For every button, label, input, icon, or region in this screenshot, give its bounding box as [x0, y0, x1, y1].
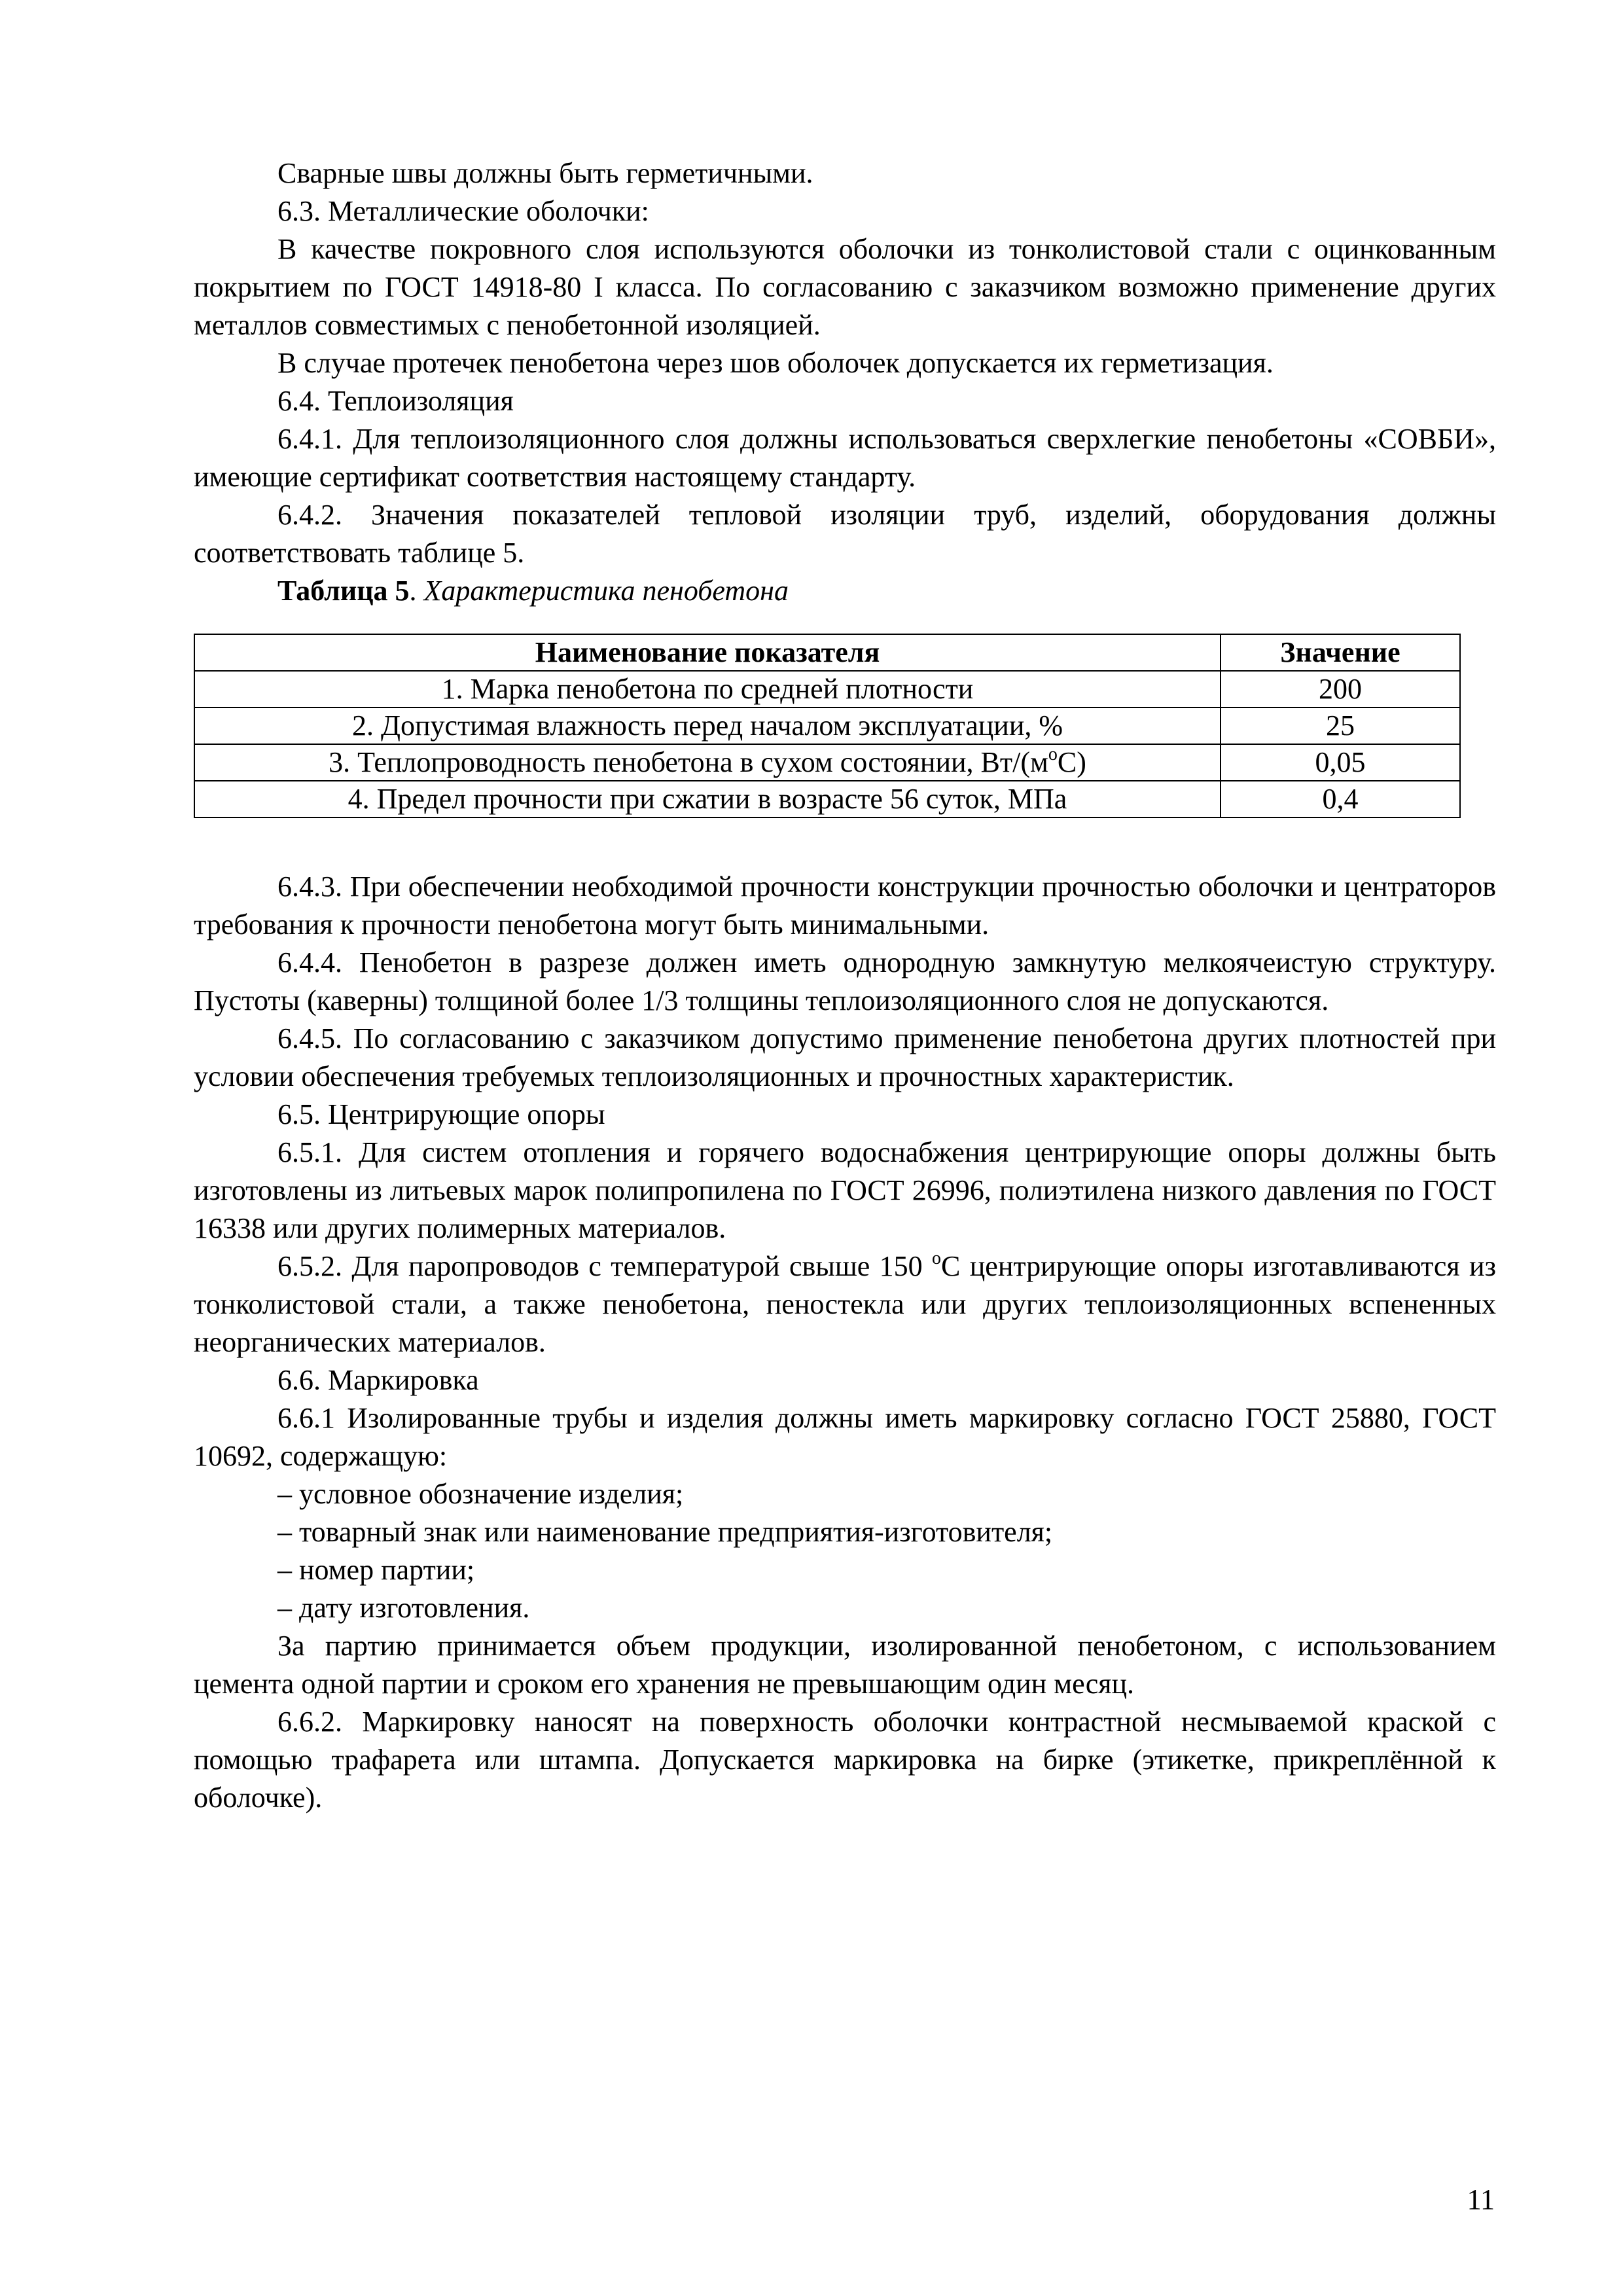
paragraph: 6.4.1. Для теплоизоляционного слоя должны использоваться сверхлегкие пенобетоны «СОВБИ», имеющие сертификат соответствия настоящему стандарту. [194, 423, 1496, 493]
row-value: 0,05 [1221, 744, 1460, 781]
paragraph-text: С центрирующие опоры изготавливаются из тонколистовой стали, а также пенобетона, пеностекла или других теплоизоляционных вспененных неорганических материалов. [194, 1250, 1496, 1358]
row-name [194, 744, 1221, 781]
page-content [194, 154, 1496, 1817]
paragraph: 6.4. Теплоизоляция [277, 385, 514, 417]
paragraph: – товарный знак или наименование предприятия-изготовителя; [277, 1516, 1053, 1548]
row-value: 25 [1221, 708, 1460, 744]
paragraph: 6.6. Маркировка [277, 1364, 479, 1396]
row-name: 4. Предел прочности при сжатии в возрасте 56 суток, МПа [194, 781, 1221, 817]
paragraph: За партию принимается объем продукции, изолированной пенобетоном, с использованием цемента одной партии и сроком его хранения не превышающим один месяц. [194, 1630, 1496, 1700]
paragraph: – дату изготовления. [277, 1592, 530, 1624]
degree-superscript: о [932, 1248, 942, 1268]
page-number: 11 [1467, 2183, 1495, 2215]
row-name: 2. Допустимая влажность перед началом эксплуатации, % [194, 708, 1221, 744]
paragraph: 6.4.5. По согласованию с заказчиком допустимо применение пенобетона других плотностей при условии обеспечения требуемых теплоизоляционных и прочностных характеристик. [194, 1022, 1496, 1092]
properties-table [194, 634, 1461, 818]
table-row [194, 708, 1460, 744]
paragraphs-bottom-b [194, 1361, 1496, 1817]
paragraph: 6.5.1. Для систем отопления и горячего водоснабжения центрирующие опоры должны быть изготовлены из литьевых марок полипропилена по ГОСТ 26996, полиэтилена низкого давления по ГОСТ 16338 или других полимерных материалов. [194, 1136, 1496, 1244]
paragraph: В качестве покровного слоя используются оболочки из тонколистовой стали с оцинкованным покрытием по ГОСТ 14918-80 I класса. По согласованию с заказчиком возможно применение других металлов совместимых с пенобетонной изоляцией. [194, 233, 1496, 341]
row-name: 1. Марка пенобетона по средней плотности [194, 671, 1221, 708]
paragraph: 6.4.4. Пенобетон в разрезе должен иметь однородную замкнутую мелкоячеистую структуру. Пустоты (каверны) толщиной более 1/3 толщины теплоизоляционного слоя не допускаются. [194, 946, 1496, 1016]
table-row [194, 744, 1460, 781]
table-caption-separator: . [409, 575, 424, 607]
row-value: 200 [1221, 671, 1460, 708]
row-name-unit: С) [1057, 746, 1086, 778]
paragraph: 6.4.2. Значения показателей тепловой изоляции труб, изделий, оборудования должны соответствовать таблице 5. [194, 499, 1496, 569]
table-caption [194, 572, 1496, 610]
paragraph: 6.6.2. Маркировку наносят на поверхность оболочки контрастной несмываемой краской с помощью трафарета или штампа. Допускается маркировка на бирке (этикетке, прикреплённой к оболочке). [194, 1706, 1496, 1814]
paragraph-6-5-2 [194, 1247, 1496, 1361]
paragraph: Сварные швы должны быть герметичными. [277, 157, 813, 189]
paragraph: 6.6.1 Изолированные трубы и изделия должны иметь маркировку согласно ГОСТ 25880, ГОСТ 10692, содержащую: [194, 1402, 1496, 1472]
paragraph: 6.3. Металлические оболочки: [277, 195, 649, 227]
row-value: 0,4 [1221, 781, 1460, 817]
row-name-text: 3. Теплопроводность пенобетона в сухом состоянии, Вт/(м [329, 746, 1048, 778]
table-row [194, 781, 1460, 817]
paragraph: В случае протечек пенобетона через шов оболочек допускается их герметизация. [277, 347, 1274, 379]
paragraphs-top [194, 154, 1496, 572]
paragraph: – условное обозначение изделия; [277, 1478, 684, 1510]
degree-superscript: о [1048, 744, 1058, 764]
table-caption-title: Характеристика пенобетона [423, 575, 789, 607]
table-row [194, 671, 1460, 708]
paragraph: – номер партии; [277, 1554, 475, 1586]
table-header-row [194, 634, 1460, 671]
paragraphs-bottom-a [194, 868, 1496, 1247]
header-value: Значение [1221, 634, 1460, 671]
header-indicator-name: Наименование показателя [194, 634, 1221, 671]
paragraph: 6.4.3. При обеспечении необходимой прочности конструкции прочностью оболочки и центраторов требования к прочности пенобетона могут быть минимальными. [194, 870, 1496, 941]
table-caption-number: Таблица 5 [277, 575, 410, 607]
paragraph-text: 6.5.2. Для паропроводов с температурой свыше 150 [277, 1250, 933, 1282]
paragraph: 6.5. Центрирующие опоры [277, 1098, 605, 1130]
